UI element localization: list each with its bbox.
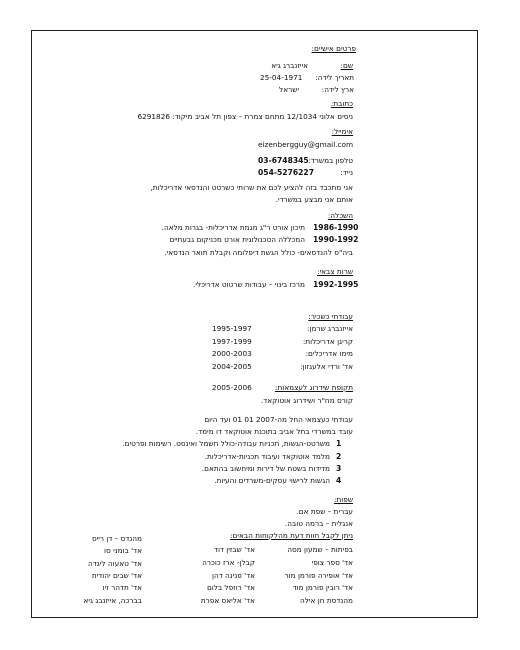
dob-value: 25-04-1971	[260, 73, 303, 82]
name-value: אייזנברג גיא	[271, 61, 308, 70]
employer-4: אד' ורדי אלעגזון:	[300, 362, 353, 371]
birthplace-value: ישראל	[279, 85, 299, 94]
ref-mid-4: אד' רוזפל בלום	[206, 583, 255, 592]
references-title: ניתן לקבל חוות דעת מהלקוחות הבאים:	[230, 531, 353, 540]
intro-line-2: אותם אני מבצע במשרדי.	[275, 195, 353, 204]
service-text-2: מלמד אוטוקאד ועיבוד תכניות-אדריכלות.	[204, 452, 330, 461]
service-text-3: מדידות בשטח של דירות ומיחשוב בהתאם.	[201, 464, 330, 473]
intro-line-1: אני מתכבד בזה להציע לכם את שרותי כשרטט והנדסאי אדריכלות,	[150, 183, 353, 192]
army-text: מרכז בינוי – עבודות שרטוט אדריכלי.	[193, 280, 305, 289]
employer-3: מימו אדריכלים:	[305, 349, 353, 358]
education-years-1: 1986-1990	[313, 223, 359, 232]
army-years: 1992-1995	[313, 280, 359, 289]
employer-years-1: 1995-1997	[212, 324, 252, 333]
education-title: השכלה:	[327, 211, 353, 220]
name-label: שם:	[340, 61, 353, 70]
ref-left-3: אד' טאעוה ליגדה	[88, 559, 142, 568]
language-hebrew: עברית – שפת אם.	[296, 507, 353, 516]
office-phone-value: 03-6748345	[258, 156, 309, 165]
service-num-4: 4	[336, 476, 342, 485]
ref-right-5: מהנדסת חן אילה	[300, 596, 353, 605]
independent-years: 2005-2006	[212, 383, 252, 392]
service-text-4: הגשות לרישוי עסקים-משרדים והעיות.	[214, 476, 330, 485]
employer-years-3: 2000-2003	[212, 349, 252, 358]
ref-mid-3: אד' פנינה דהן	[211, 571, 255, 580]
independent-title: תקופת שידרוג לעצמאות:	[275, 383, 353, 392]
service-num-1: 1	[336, 439, 342, 448]
language-english: אנגלית – ברמה טובה.	[284, 519, 353, 528]
ref-mid-1: אד' שבזין דוד	[214, 545, 255, 554]
ref-left-2: אד' בומני סו	[104, 546, 142, 555]
independent-line-1: עבודתי כעצמאי החל מה-2007 01 01 ועד היום	[204, 415, 353, 424]
employer-years-4: 2004-2005	[212, 362, 252, 371]
service-num-2: 2	[336, 452, 342, 461]
ref-right-2: אד' ספר צופי	[311, 558, 353, 567]
employer-years-2: 1997-1999	[212, 337, 252, 346]
ref-left-5: אד' תדהר זיו	[102, 583, 142, 592]
education-text-2: המכללה הטכנולוגית אורט מכניקום גבעתיים	[169, 235, 305, 244]
office-phone-label: טלפון במשרד:	[308, 156, 353, 165]
ref-left-4: אד' שבים יהודית	[91, 571, 142, 580]
army-title: שרות צבאי:	[317, 267, 353, 276]
employer-1: אייזנברג שרמן:	[307, 324, 353, 333]
previous-work-title: עבודתי כשכיר:	[308, 312, 353, 321]
ref-mid-2: קבלן- ארז כוכרה	[202, 558, 255, 567]
mobile-label: נייד:	[340, 168, 353, 177]
address-value: ניסים אלוני 12/1034 מתחם צמרת – צפון תל אביב מיקוד: 6291826	[137, 112, 353, 121]
languages-title: שפות:	[334, 495, 353, 504]
education-text-3: ביה"ס להנדסאים- כולל הגשת דיפלומה וקבלת תואר הנדסאי.	[164, 248, 353, 257]
signature: בברכה, אייזנבג גיא	[83, 596, 142, 605]
employer-2: קריגן אדריכלות:	[302, 337, 353, 346]
section-heading-personal: פרטים אישיים:	[311, 44, 356, 53]
education-years-2: 1990-1992	[313, 235, 359, 244]
education-text-1: תיכון אורט ר"ג מגמת אדריכלות- בגרות מלאה.	[161, 223, 305, 232]
ref-left-1: מהנדס – דן רייס	[91, 534, 142, 543]
dob-label: תאריך לידה:	[315, 73, 354, 82]
birthplace-label: ארץ לידה:	[321, 85, 354, 94]
ref-right-3: אד' אופירה פורמן מור	[284, 571, 353, 580]
email-value: eizenbergguy@gmail.com	[258, 140, 354, 149]
independent-line-2: עובד במשרדי בתל אביב בתוכנת אוטוקאד דו מימד.	[195, 427, 353, 436]
address-label: כתובת:	[330, 99, 353, 108]
ref-mid-5: אד' אליאס אפרת	[200, 596, 255, 605]
mobile-value: 054-5276227	[258, 168, 314, 177]
ref-right-4: אד' רובין פורמן מוד	[292, 583, 353, 592]
ref-right-1: בפיתות – שמעון מסה	[287, 545, 353, 554]
service-num-3: 3	[336, 464, 342, 473]
independent-course: קורס מח"ר ושידרוג אוטוקאד.	[260, 396, 353, 405]
service-text-1: משרטט-הגשות, תכניות עבודה-כולל חשמל ואינסט. רשימות ופרטים.	[122, 439, 330, 448]
email-label: אימייל:	[331, 127, 353, 136]
